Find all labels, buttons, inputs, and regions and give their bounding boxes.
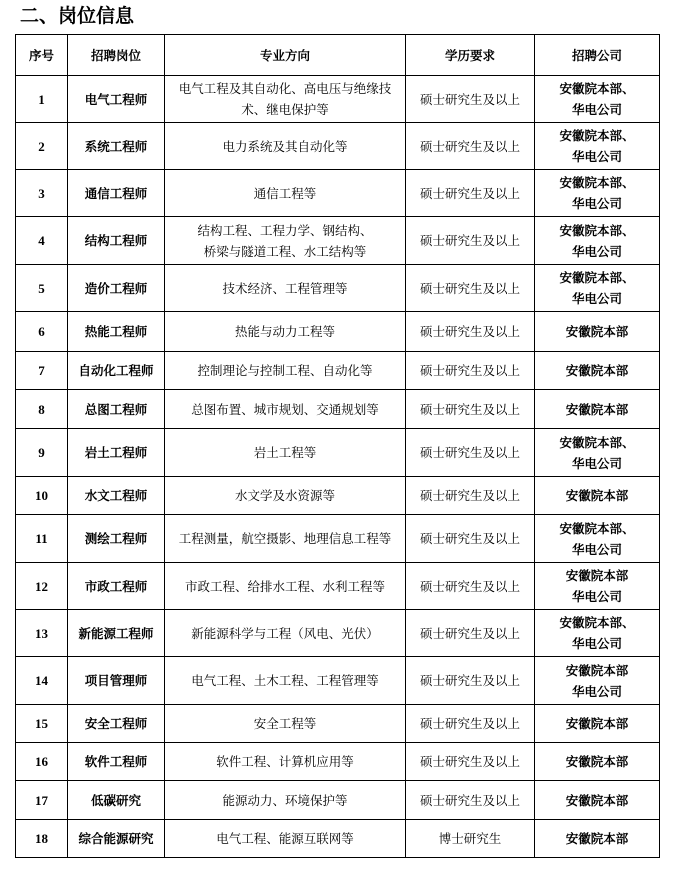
company-line: 安徽院本部、 — [559, 434, 635, 450]
major-cell — [165, 123, 406, 170]
company-line: 安徽院本部 — [565, 568, 629, 583]
major-line: 岩土工程等 — [253, 445, 317, 460]
major-line: 工程测量，航空摄影、地理信息工程等 — [178, 531, 392, 546]
company-line: 安徽院本部 — [565, 831, 629, 846]
company-line: 安徽院本部、 — [559, 270, 635, 285]
position-cell: 造价工程师 — [68, 265, 165, 312]
company-cell — [535, 477, 660, 515]
position-cell: 系统工程师 — [68, 123, 165, 170]
company-cell — [535, 352, 660, 390]
company-cell — [535, 820, 660, 858]
education-cell: 硕士研究生及以上 — [406, 76, 535, 123]
table-row — [16, 743, 660, 781]
table-row — [16, 477, 660, 515]
major-cell — [165, 429, 406, 477]
company-line: 安徽院本部、 — [559, 175, 635, 190]
major-line: 安全工程等 — [253, 716, 317, 731]
company-line: 安徽院本部 — [565, 401, 629, 417]
company-line: 安徽院本部 — [565, 754, 629, 769]
table-row — [16, 657, 660, 705]
table-row — [16, 429, 660, 477]
major-line: 能源动力、环境保护等 — [222, 792, 348, 808]
position-cell: 自动化工程师 — [68, 352, 165, 390]
education-cell: 硕士研究生及以上 — [406, 312, 535, 352]
table-row — [16, 563, 660, 610]
row-number: 10 — [16, 477, 68, 515]
row-number: 18 — [16, 820, 68, 858]
major-cell — [165, 705, 406, 743]
position-cell: 安全工程师 — [68, 705, 165, 743]
company-cell — [535, 610, 660, 657]
position-cell: 测绘工程师 — [68, 515, 165, 563]
row-number: 6 — [16, 312, 68, 352]
company-line: 安徽院本部、 — [559, 222, 635, 238]
row-number: 7 — [16, 352, 68, 390]
company-line: 安徽院本部 — [565, 363, 629, 378]
company-line: 安徽院本部 — [565, 488, 629, 503]
position-cell: 结构工程师 — [68, 217, 165, 265]
company-line: 华电公司 — [571, 102, 622, 117]
major-cell — [165, 265, 406, 312]
education-cell: 硕士研究生及以上 — [406, 610, 535, 657]
company-cell — [535, 123, 660, 170]
company-line: 华电公司 — [571, 196, 622, 211]
position-cell: 新能源工程师 — [68, 610, 165, 657]
major-cell — [165, 217, 406, 265]
positions-table — [15, 34, 660, 858]
table-row — [16, 390, 660, 429]
company-cell — [535, 657, 660, 705]
company-line: 安徽院本部、 — [559, 81, 635, 96]
major-line: 结构工程、工程力学、钢结构、 — [197, 222, 373, 238]
row-number: 9 — [16, 429, 68, 477]
header-company: 招聘公司 — [535, 35, 660, 76]
major-line: 术、继电保护等 — [241, 102, 329, 117]
major-line: 电气工程、能源互联网等 — [216, 831, 354, 846]
row-number: 3 — [16, 170, 68, 217]
education-cell: 硕士研究生及以上 — [406, 563, 535, 610]
table-row — [16, 352, 660, 390]
major-cell — [165, 390, 406, 429]
company-line: 华电公司 — [571, 683, 622, 699]
company-line: 华电公司 — [571, 243, 622, 259]
row-number: 4 — [16, 217, 68, 265]
major-line: 电气工程、土木工程、工程管理等 — [191, 673, 379, 688]
company-line: 安徽院本部 — [565, 792, 629, 808]
table-row — [16, 265, 660, 312]
table-header-row — [16, 35, 660, 76]
table-row — [16, 781, 660, 820]
table-row — [16, 610, 660, 657]
company-line: 安徽院本部 — [565, 324, 629, 339]
major-cell — [165, 515, 406, 563]
education-cell: 硕士研究生及以上 — [406, 781, 535, 820]
company-line: 安徽院本部、 — [559, 520, 635, 536]
education-cell: 硕士研究生及以上 — [406, 705, 535, 743]
major-line: 软件工程、计算机应用等 — [216, 754, 354, 769]
major-cell — [165, 610, 406, 657]
header-education: 学历要求 — [406, 35, 535, 76]
major-line: 技术经济、工程管理等 — [222, 280, 348, 296]
company-cell — [535, 76, 660, 123]
table-row — [16, 312, 660, 352]
company-line: 安徽院本部 — [565, 662, 629, 678]
major-cell — [165, 657, 406, 705]
table-body — [16, 76, 660, 858]
row-number: 13 — [16, 610, 68, 657]
position-cell: 岩土工程师 — [68, 429, 165, 477]
row-number: 16 — [16, 743, 68, 781]
position-cell: 热能工程师 — [68, 312, 165, 352]
table-row — [16, 705, 660, 743]
position-cell: 通信工程师 — [68, 170, 165, 217]
major-line: 新能源科学与工程（风电、光伏） — [191, 625, 379, 641]
major-cell — [165, 743, 406, 781]
education-cell: 硕士研究生及以上 — [406, 743, 535, 781]
company-cell — [535, 515, 660, 563]
company-line: 华电公司 — [571, 541, 622, 557]
table-row — [16, 123, 660, 170]
row-number: 17 — [16, 781, 68, 820]
position-cell: 市政工程师 — [68, 563, 165, 610]
company-line: 安徽院本部、 — [559, 128, 635, 143]
company-line: 华电公司 — [571, 291, 622, 306]
company-line: 安徽院本部、 — [559, 615, 635, 630]
position-cell: 低碳研究 — [68, 781, 165, 820]
major-line: 控制理论与控制工程、自动化等 — [197, 363, 373, 378]
education-cell: 硕士研究生及以上 — [406, 515, 535, 563]
position-cell: 综合能源研究 — [68, 820, 165, 858]
row-number: 8 — [16, 390, 68, 429]
company-cell — [535, 781, 660, 820]
major-cell — [165, 352, 406, 390]
major-cell — [165, 563, 406, 610]
row-number: 15 — [16, 705, 68, 743]
major-cell — [165, 312, 406, 352]
header-no: 序号 — [16, 35, 68, 76]
education-cell: 硕士研究生及以上 — [406, 657, 535, 705]
table-row — [16, 170, 660, 217]
table-row — [16, 515, 660, 563]
section-heading: 二、岗位信息 — [20, 5, 135, 27]
company-cell — [535, 265, 660, 312]
major-cell — [165, 170, 406, 217]
major-line: 水文学及水资源等 — [234, 488, 335, 503]
education-cell: 博士研究生 — [406, 820, 535, 858]
education-cell: 硕士研究生及以上 — [406, 265, 535, 312]
company-cell — [535, 217, 660, 265]
company-cell — [535, 390, 660, 429]
education-cell: 硕士研究生及以上 — [406, 390, 535, 429]
education-cell: 硕士研究生及以上 — [406, 217, 535, 265]
row-number: 14 — [16, 657, 68, 705]
education-cell: 硕士研究生及以上 — [406, 352, 535, 390]
major-cell — [165, 781, 406, 820]
position-cell: 项目管理师 — [68, 657, 165, 705]
position-cell: 水文工程师 — [68, 477, 165, 515]
header-major: 专业方向 — [165, 35, 406, 76]
company-line: 华电公司 — [571, 589, 622, 604]
education-cell: 硕士研究生及以上 — [406, 123, 535, 170]
row-number: 1 — [16, 76, 68, 123]
major-cell — [165, 76, 406, 123]
company-cell — [535, 429, 660, 477]
major-line: 热能与动力工程等 — [234, 324, 335, 339]
position-cell: 总图工程师 — [68, 390, 165, 429]
major-cell — [165, 820, 406, 858]
education-cell: 硕士研究生及以上 — [406, 477, 535, 515]
major-line: 总图布置、城市规划、交通规划等 — [191, 401, 379, 417]
company-line: 华电公司 — [571, 455, 622, 471]
major-line: 通信工程等 — [253, 185, 317, 201]
table-row — [16, 76, 660, 123]
position-cell: 电气工程师 — [68, 76, 165, 123]
major-line: 电力系统及其自动化等 — [222, 138, 348, 154]
row-number: 5 — [16, 265, 68, 312]
major-line: 桥梁与隧道工程、水工结构等 — [203, 243, 367, 259]
major-line: 市政工程、给排水工程、水利工程等 — [184, 578, 385, 594]
row-number: 2 — [16, 123, 68, 170]
row-number: 12 — [16, 563, 68, 610]
position-cell: 软件工程师 — [68, 743, 165, 781]
company-line: 华电公司 — [571, 149, 622, 164]
education-cell: 硕士研究生及以上 — [406, 170, 535, 217]
table-row — [16, 217, 660, 265]
company-line: 华电公司 — [571, 636, 622, 651]
company-line: 安徽院本部 — [565, 716, 629, 731]
major-line: 电气工程及其自动化、高电压与绝缘技 — [178, 81, 392, 96]
company-cell — [535, 312, 660, 352]
company-cell — [535, 563, 660, 610]
table-row — [16, 820, 660, 858]
major-cell — [165, 477, 406, 515]
education-cell: 硕士研究生及以上 — [406, 429, 535, 477]
company-cell — [535, 705, 660, 743]
header-position: 招聘岗位 — [68, 35, 165, 76]
row-number: 11 — [16, 515, 68, 563]
company-cell — [535, 743, 660, 781]
company-cell — [535, 170, 660, 217]
